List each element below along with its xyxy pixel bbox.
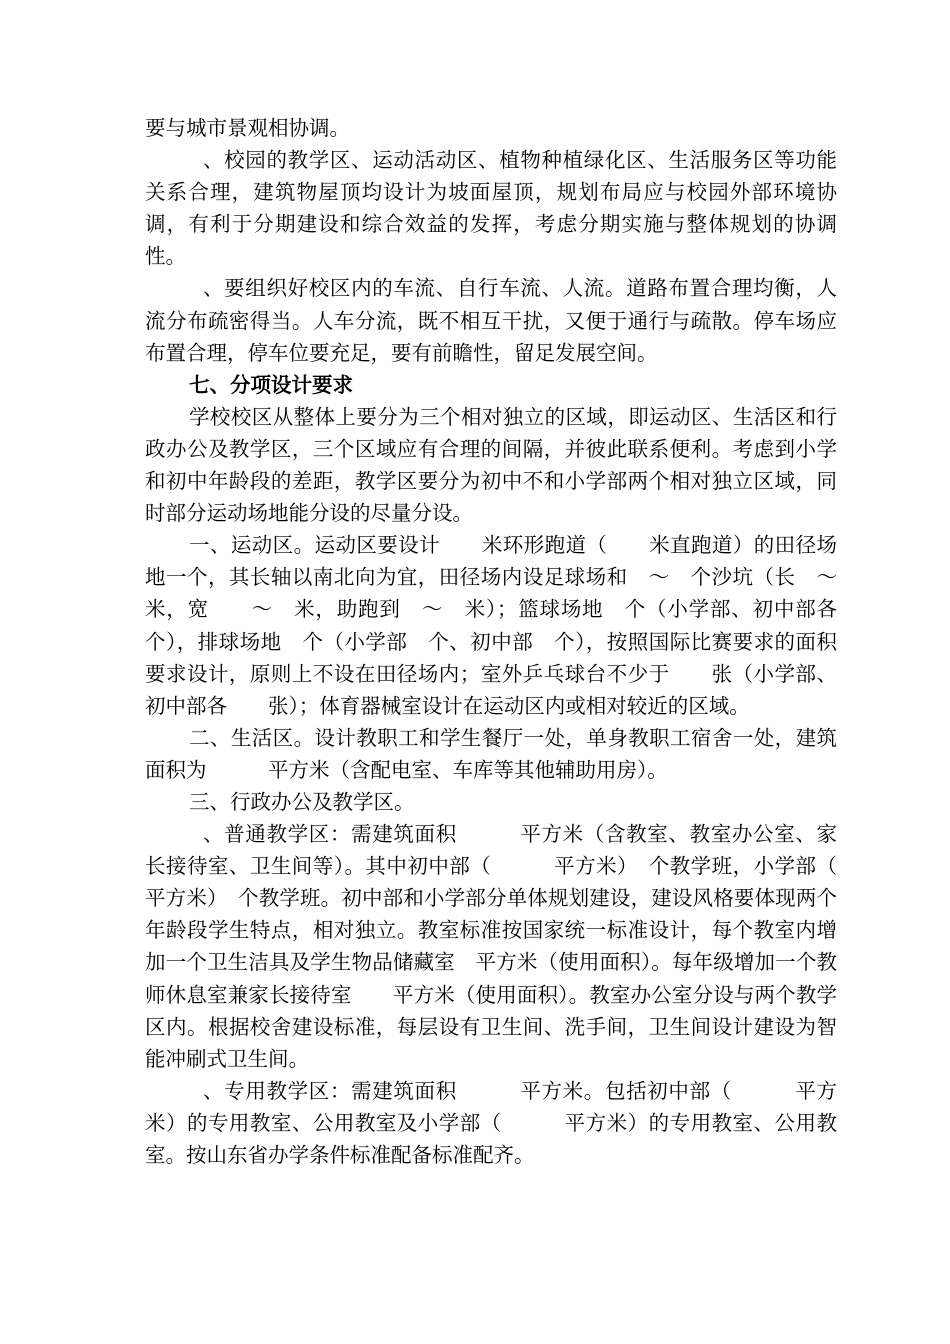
paragraph-traffic-flow: 、要组织好校区内的车流、自行车流、人流。道路布置合理均衡，人流分布疏密得当。人车分流，既不相互干扰，又便于通行与疏散。停车场应布置合理，停车位要充足，要有前瞻性，留足发展空间。	[145, 276, 837, 365]
paragraph-campus-division: 学校校区从整体上要分为三个相对独立的区域，即运动区、生活区和行政办公及教学区，三个区域应有合理的间隔，并彼此联系便利。考虑到小学和初中年龄段的差距，教学区要分为初中不和小学部两个相对独立区域，同时部分运动场地能分设的尽量分设。	[145, 404, 837, 526]
paragraph-admin-teaching-area: 三、行政办公及教学区。	[189, 789, 415, 814]
paragraph-campus-zones: 、校园的教学区、运动活动区、植物种植绿化区、生活服务区等功能关系合理，建筑物屋顶均设计为坡面屋顶，规划布局应与校园外部环境协调，有利于分期建设和综合效益的发挥，考虑分期实施与整体规划的协调性。	[145, 148, 837, 269]
paragraph-living-area: 二、生活区。设计教职工和学生餐厅一处，单身教职工宿舍一处，建筑面积为 平方米（含配电室、车库等其他辅助用房）。	[145, 725, 837, 782]
document-page	[145, 112, 899, 1171]
paragraph-sports-area: 一、运动区。运动区要设计 米环形跑道（ 米直跑道）的田径场地一个，其长轴以南北向为宜，田径场内设足球场和 ～ 个沙坑（长 ～ 米，宽 ～ 米，助跑到 ～ 米）；篮球场地 个（小学部、初中部各 个），排球场地 个（小学部 个、初中部 个），按照国际比赛要求的面积要求设计，原则上不设在田径场内；室外乒乓球台不少于 张（小学部、初中部各 张）；体育器械室设计在运动区内或相对较近的区域。	[145, 533, 858, 718]
paragraph-special-teaching-area: 、专用教学区：需建筑面积 平方米。包括初中部（ 平方米）的专用教室、公用教室及小学部（ 平方米）的专用教室、公用教室。按山东省办学条件标准配备标准配齐。	[145, 1078, 837, 1167]
paragraph-city-landscape: 要与城市景观相协调。	[145, 116, 350, 140]
section-heading-itemized-design: 七、分项设计要求	[189, 372, 353, 397]
paragraph-general-teaching-area: 、普通教学区：需建筑面积 平方米（含教室、教室办公室、家长接待室、卫生间等）。其中初中部（ 平方米） 个教学班，小学部（ 平方米） 个教学班。初中部和小学部分单体规划建设，建设风格要体现两个年龄段学生特点，相对独立。教室标准按国家统一标准设计，每个教室内增加一个卫生洁具及学生物品储藏室 平方米（使用面积）。每年级增加一个教师休息室兼家长接待室 平方米（使用面积）。教室办公室分设与两个教学区内。根据校舍建设标准，每层设有卫生间、洗手间，卫生间设计建设为智能冲刷式卫生间。	[145, 822, 899, 1071]
